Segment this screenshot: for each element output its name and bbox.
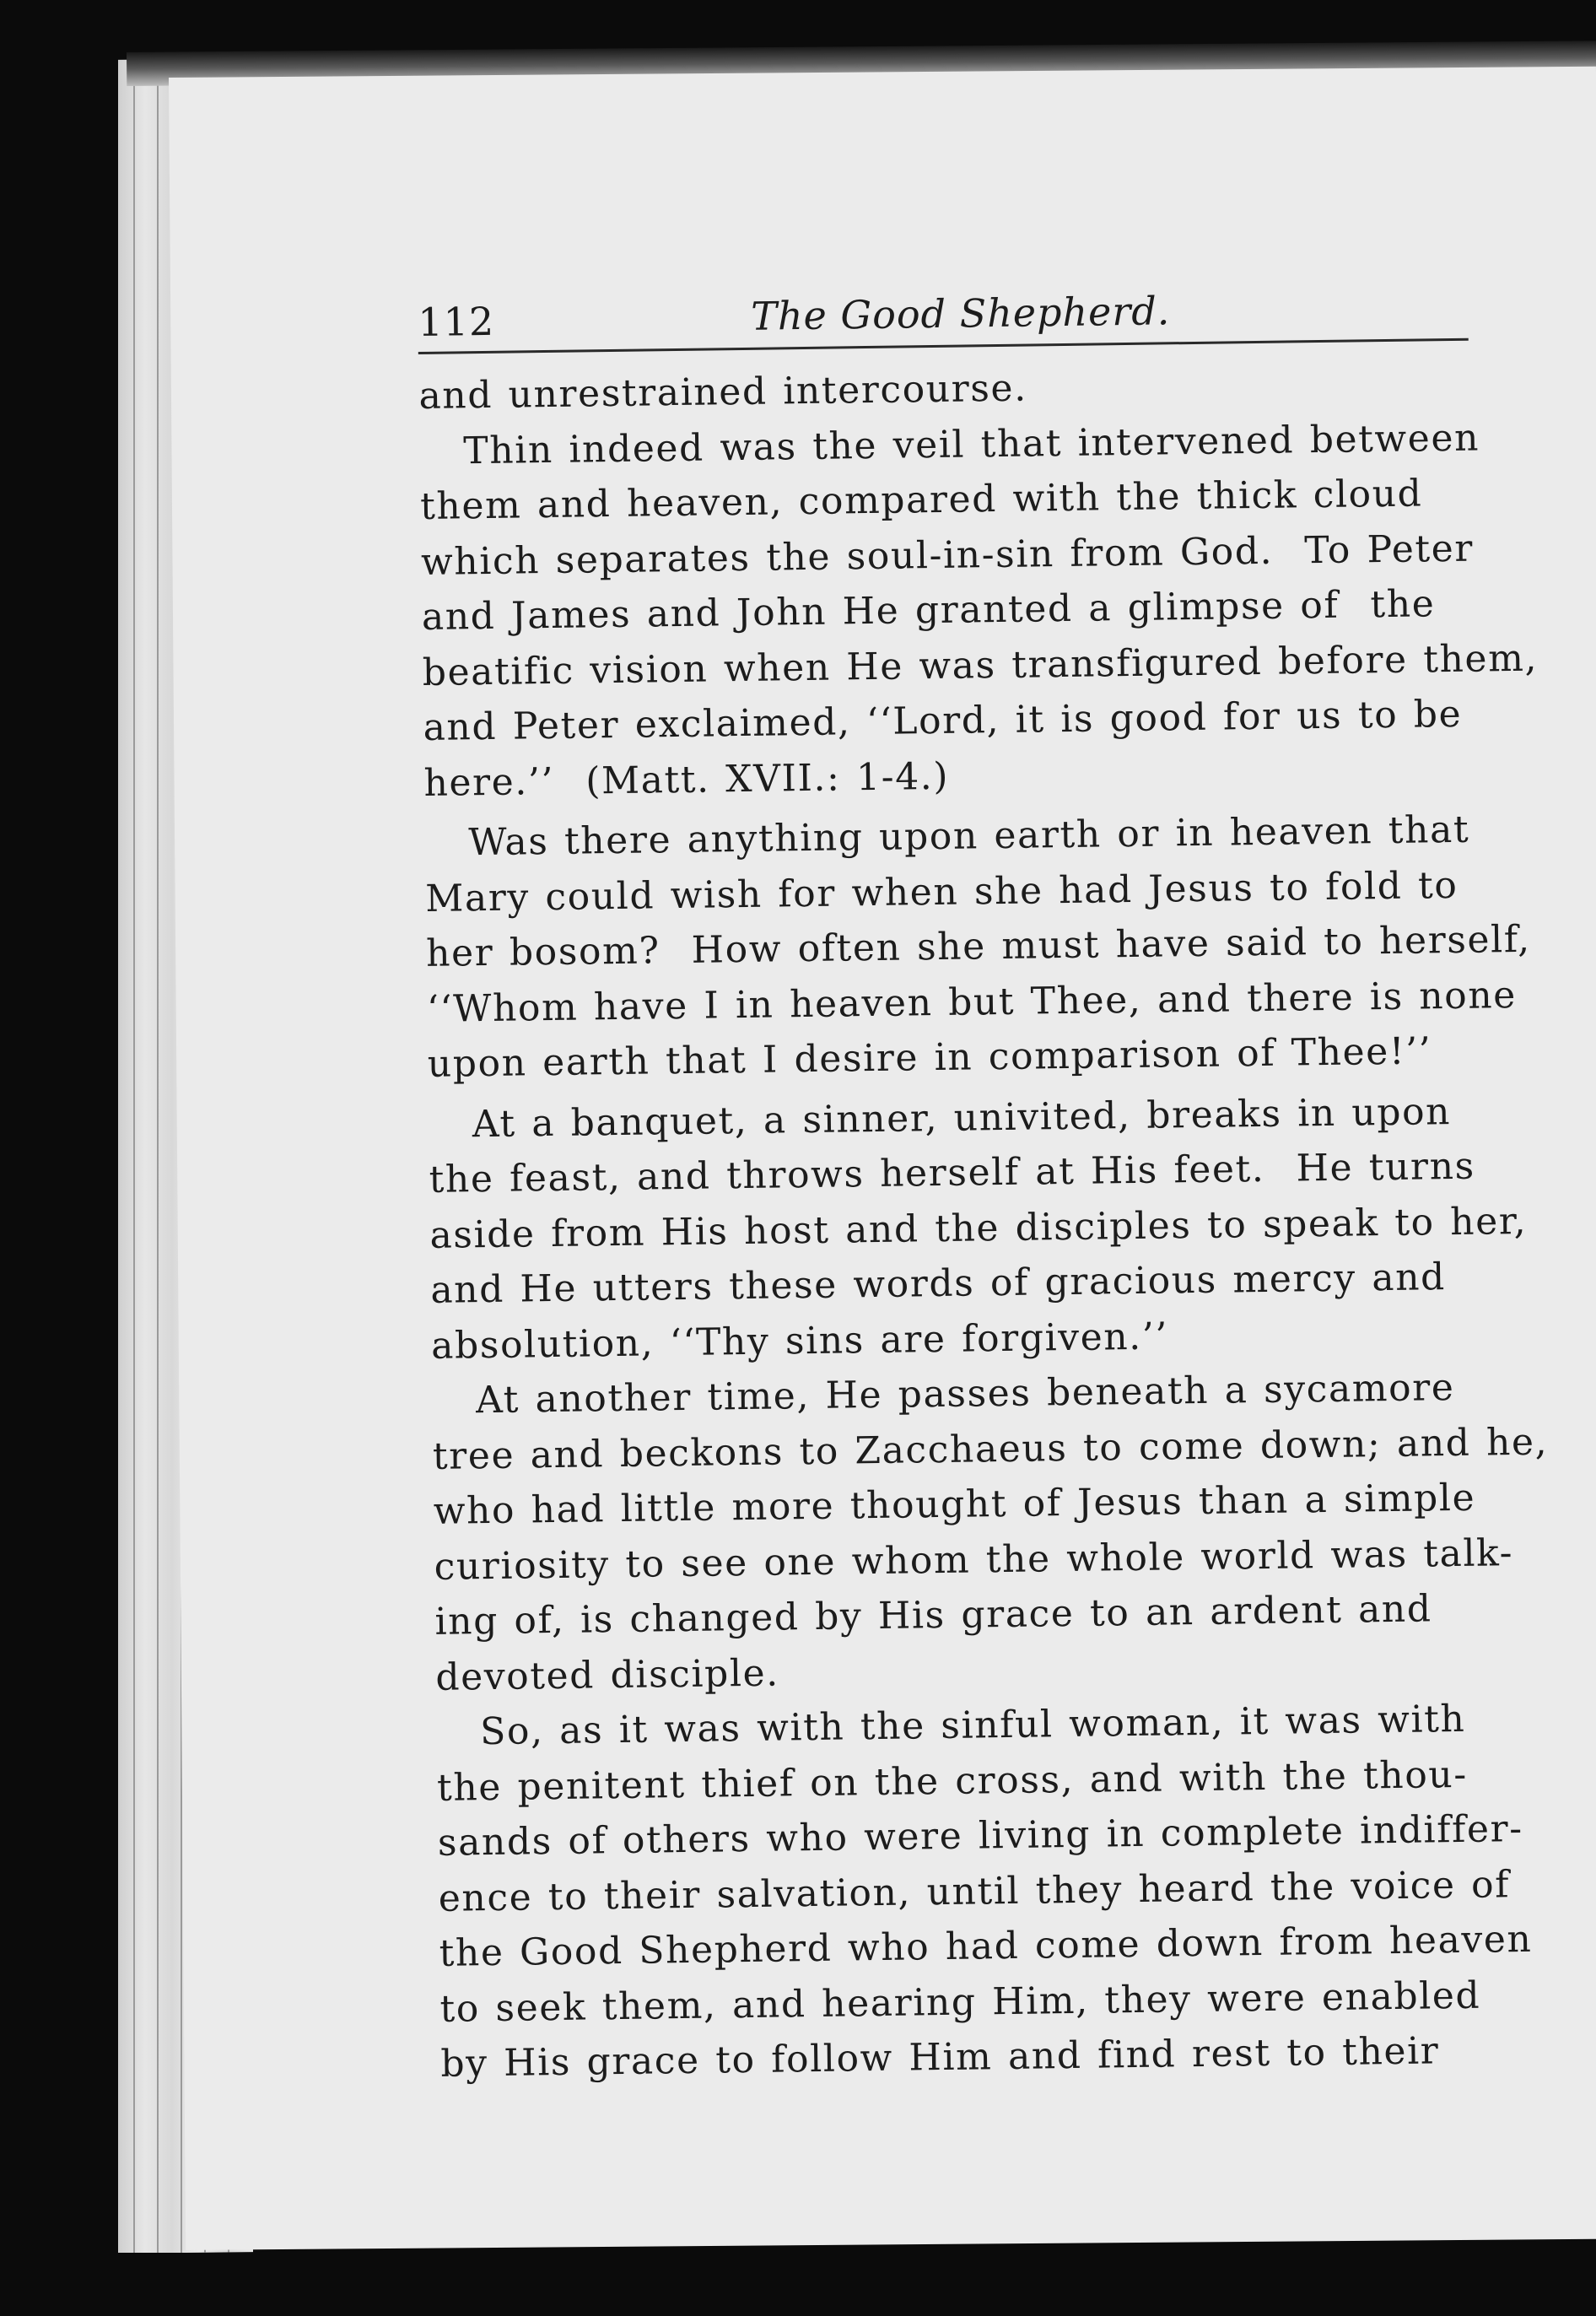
paragraph [432,1359,1549,1705]
running-title: The Good Shepherd. [750,288,1171,339]
page-number: 112 [418,298,495,345]
paragraph [428,1083,1528,1374]
scan-background-bottom [0,2253,1596,2316]
text-line: the feast, and throws herself at His feet. He turns [429,1144,1476,1201]
text-line: ‘‘Whom have I in heaven but Thee, and there is none [426,973,1518,1031]
text-line: At a banquet, a sinner, univited, breaks in upon [472,1089,1452,1146]
text-block [418,285,1549,2092]
body-text [418,354,1549,2092]
header-rule [418,338,1469,354]
text-line: and James and John He granted a glimpse of the [421,582,1436,639]
text-line: her bosom? How often she must have said to herself, [425,917,1532,975]
text-line: ence to their salvation, until they heard the voice of [438,1862,1511,1920]
text-line: here.’’ (Matt. XVII.: 1-4.) [423,754,950,805]
text-line: absolution, ‘‘Thy sins are forgiven.’’ [430,1314,1169,1368]
text-line: Mary could wish for when she had Jesus to fold to [424,863,1459,920]
text-line: and unrestrained intercourse. [418,366,1028,418]
paragraph [424,802,1532,1092]
text-line: them and heaven, compared with the thick cloud [419,472,1423,528]
text-line: beatific vision when He was transfigured before them, [422,636,1539,694]
text-line: upon earth that I desire in comparison of Thee!’’ [427,1029,1432,1086]
text-line: tree and beckons to Zacchaeus to come down; and he, [432,1420,1549,1478]
text-line: which separates the soul-in-sin from God. To Peter [420,526,1475,584]
text-line: the penitent thief on the cross, and with the thou- [436,1752,1469,1810]
text-line: aside from His host and the disciples to speak to her, [429,1199,1528,1257]
text-line: sands of others who were living in complete indiffer- [437,1807,1523,1865]
text-line: by His grace to follow Him and find rest to their [440,2029,1440,2086]
paragraph [419,410,1539,811]
text-line: and He utters these words of gracious mercy and [430,1255,1447,1312]
text-line: to seek them, and hearing Him, they were enabled [439,1973,1481,2031]
text-line: devoted disciple. [435,1651,780,1699]
text-line: Was there anything upon earth or in heaven that [468,807,1470,865]
paragraph [436,1691,1533,2092]
text-line: the Good Shepherd who had come down from heaven [439,1917,1533,1975]
text-line: ing of, is changed by His grace to an ardent and [434,1587,1432,1644]
text-line: and Peter exclaimed, ‘‘Lord, it is good for us to be [423,692,1463,749]
text-line: So, as it was with the sinful woman, it was with [479,1697,1466,1754]
text-line: At another time, He passes beneath a sycamore [475,1366,1455,1423]
text-line: Thin indeed was the veil that intervened between [463,416,1480,472]
text-line: curiosity to see one whom the whole world was talk- [434,1531,1514,1589]
text-line: who had little more thought of Jesus than a simple [433,1476,1476,1533]
